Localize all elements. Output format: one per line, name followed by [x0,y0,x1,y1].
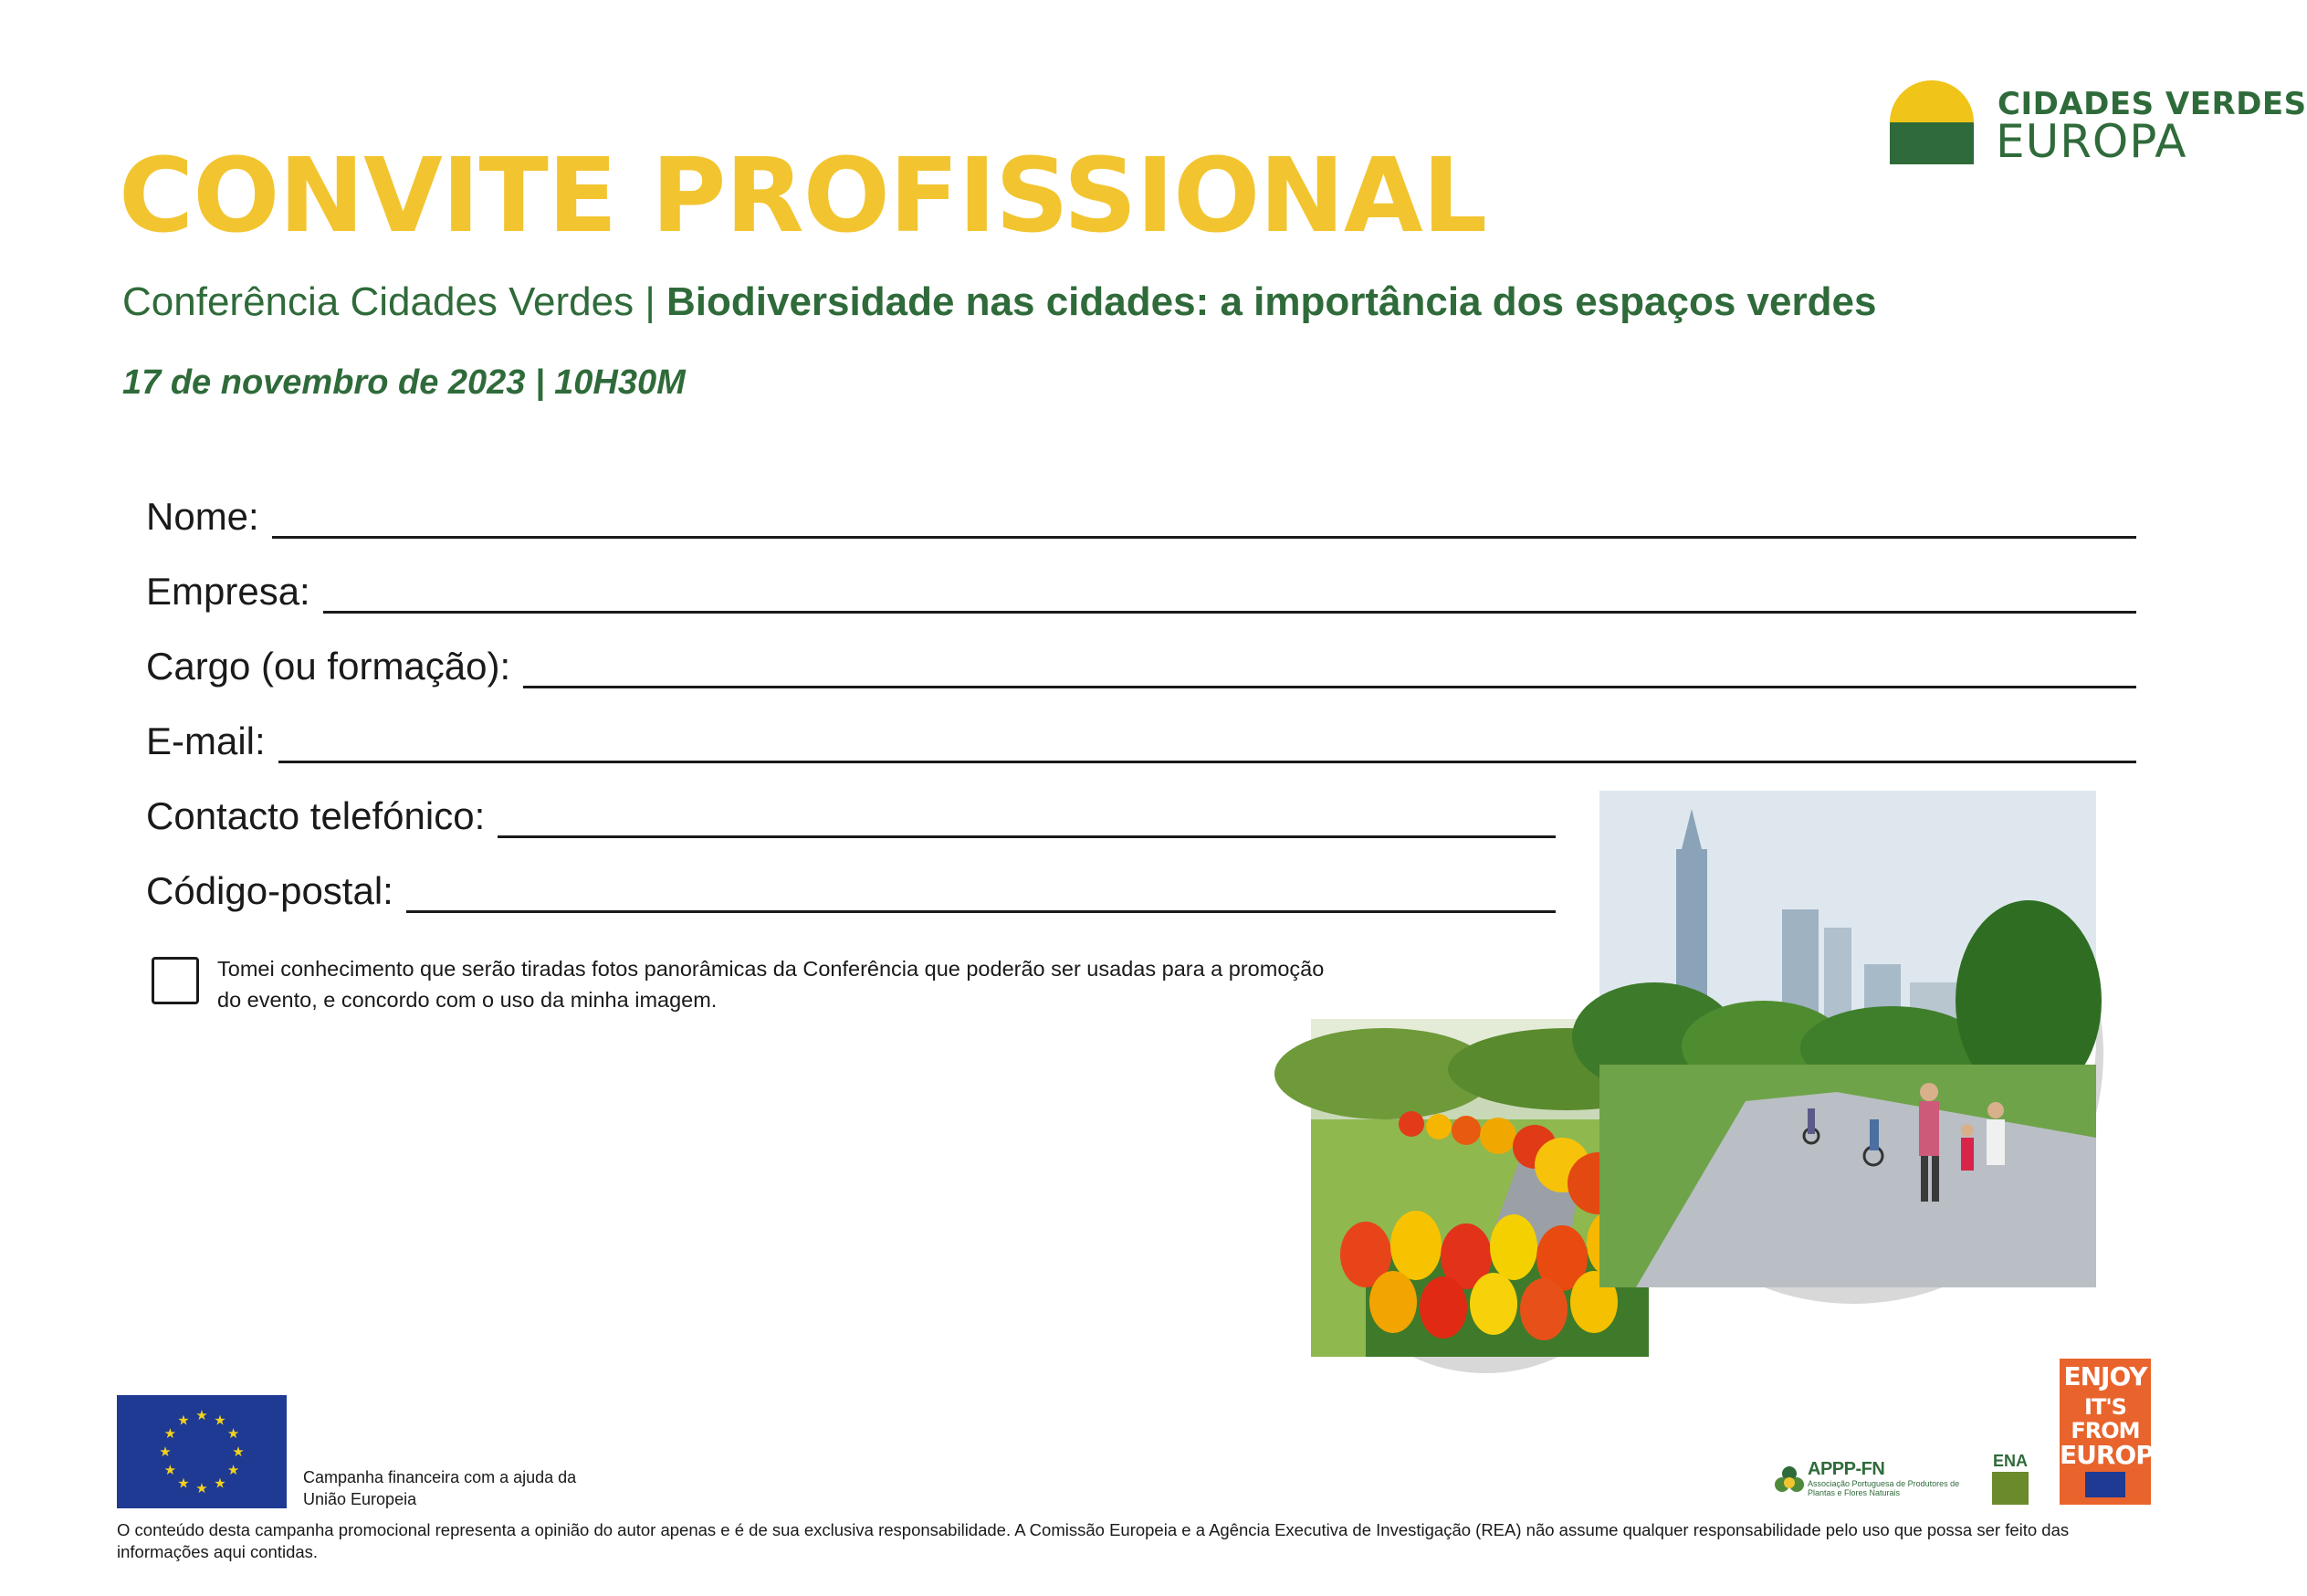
legal-disclaimer: O conteúdo desta campanha promocional representa a opinião do autor apenas e é de sua exclusiva responsabilidade. A Comissão Europeia e a Agência Executiva de Investigação (REA) não assume qualquer responsabilidade pelo uso que possa ser feito das informações aqui contidas. [117,1520,2070,1561]
event-date: 17 de novembro de 2023 | 10H30M [122,363,686,402]
eu-star-icon: ★ [226,1463,240,1478]
eu-star-icon: ★ [159,1444,172,1460]
subtitle-bold: Biodiversidade nas cidades: a importância dos espaços verdes [666,279,1877,324]
appp-fn-name: APPP-FN [1808,1459,1885,1479]
eu-funding-caption: Campanha financeira com a ajuda da União Europeia [303,1468,577,1508]
eu-star-icon: ★ [177,1475,190,1492]
postal-code-label: Código-postal: [146,869,393,912]
company-line[interactable] [323,567,2136,614]
eu-star-icon: ★ [214,1412,226,1429]
enjoy-its-from-europe-logo [2060,1359,2170,1505]
name-label: Nome: [146,495,259,538]
role-label: Cargo (ou formação): [146,645,511,688]
eu-star-icon: ★ [214,1475,226,1492]
ena-name: ENA [1992,1452,2028,1470]
email-field[interactable] [146,709,2136,763]
city-park-photo [1599,791,2096,1287]
logo-line-1: CIDADES VERDES [1998,86,2307,122]
enjoy-line-1: ENJOY [2063,1361,2147,1391]
name-field[interactable] [146,484,2136,539]
logo-line-2: EUROPA [1996,115,2187,168]
enjoy-line-2: IT'S FROM [2071,1394,2140,1444]
role-field[interactable] [146,634,2136,688]
sun-logo-icon [1890,80,1974,164]
cidades-verdes-europa-logo [1890,80,2307,172]
page-title: CONVITE PROFISSIONAL [119,137,1487,256]
company-field[interactable] [146,559,2136,614]
role-line[interactable] [523,642,2136,688]
leaf-icon [1992,1472,2029,1505]
phone-field[interactable] [146,783,1556,838]
eu-star-icon: ★ [163,1463,177,1478]
consent-checkbox[interactable] [152,957,199,1004]
subtitle-normal: Conferência Cidades Verdes | [122,279,666,324]
company-label: Empresa: [146,570,310,613]
email-label: E-mail: [146,719,266,762]
mini-eu-flag-icon [2085,1472,2125,1497]
conference-subtitle [122,279,1876,325]
eu-star-icon: ★ [195,1408,208,1423]
postal-code-line[interactable] [406,866,1556,913]
eu-star-icon: ★ [226,1426,240,1442]
enjoy-line-3: EUROPE [2060,1440,2170,1470]
eu-star-icon: ★ [232,1444,245,1460]
consent-text: Tomei conhecimento que serão tiradas fotos panorâmicas da Conferência que poderão ser usadas para a promoção do evento, e concordo com o uso da minha imagem. [217,957,1325,1012]
eu-star-icon: ★ [177,1412,190,1429]
appp-fn-description: Associação Portuguesa de Produtores de Plantas e Flores Naturais [1808,1479,1960,1497]
eu-flag-icon [117,1395,287,1508]
phone-label: Contacto telefónico: [146,794,486,837]
eu-star-icon: ★ [163,1426,177,1442]
postal-code-field[interactable] [146,858,1556,913]
flower-icon [1771,1463,1808,1499]
ena-logo [1987,1452,2034,1507]
phone-line[interactable] [498,792,1556,838]
name-line[interactable] [272,492,2136,539]
eu-star-icon: ★ [195,1481,208,1496]
email-line[interactable] [278,717,2136,763]
appp-fn-logo [1771,1459,1960,1505]
